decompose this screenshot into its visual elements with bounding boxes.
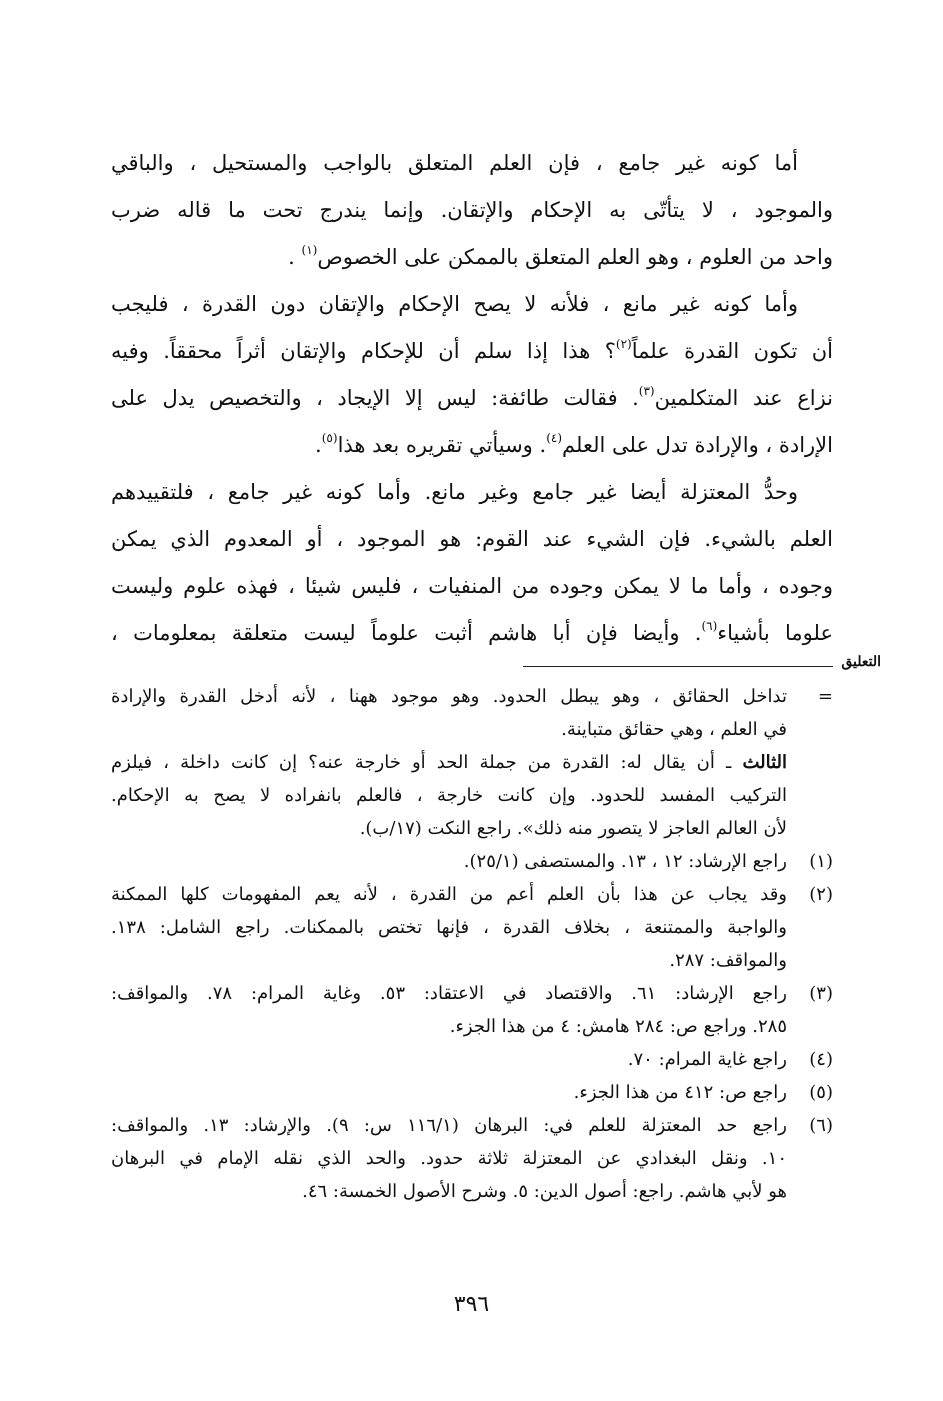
footnote-5 — [111, 1076, 833, 1109]
footnote-ref: (٤) — [546, 431, 563, 445]
third-label: الثالث — [742, 752, 787, 773]
footnote-number: (٦) — [809, 1115, 833, 1136]
footnote-ref: (١) — [301, 243, 318, 257]
paragraph-line: علوما بأشياء$^{(٦)}$. وأيضا فإن أبا هاشم أثبت علوماً ليست متعلقة بمعلومات ، — [111, 619, 833, 645]
footnote-number: (٣) — [809, 983, 833, 1004]
paragraph-line: واحد من العلوم ، وهو العلم المتعلق بالممكن على الخصوص$^{(١)}$ . — [288, 243, 833, 269]
footnote-line: هو لأبي هاشم. راجع: أصول الدين: ٥. وشرح الأصول الخمسة: ٤٦. — [302, 1181, 787, 1202]
footnote-line: والواجبة والممتنعة ، بخلاف القدرة ، فإنها تختص بالممكنات. راجع الشامل: ١٣٨. — [111, 917, 787, 938]
paragraph-line: والموجود ، لا يتأتّى به الإحكام والإتقان. وإنما يندرج تحت ما قاله ضرب — [111, 198, 833, 222]
footnote-number: (١) — [809, 851, 833, 872]
paragraph-line: أما كونه غير جامع ، فإن العلم المتعلق بالواجب والمستحيل ، والباقي — [111, 151, 798, 175]
footnote-line: راجع حد المعتزلة للعلم في: البرهان (١١٦/١ س: ٩). والإرشاد: ١٣. والمواقف: — [111, 1115, 787, 1136]
footnotes — [111, 680, 833, 1208]
footnote-separator — [111, 654, 881, 674]
footnote-line: والمواقف: ٢٨٧. — [669, 950, 787, 971]
footnote-line: راجع غاية المرام: ٧٠. — [627, 1049, 787, 1070]
footnote-line: الثالث ـ أن يقال له: القدرة من جملة الحد أو خارجة عنه؟ إن كانت داخلة ، فيلزم — [111, 752, 787, 773]
paragraph-line: وجوده ، وأما ما لا يمكن وجوده من المنفيات ، فليس شيئا ، فهذه علوم وليست — [111, 574, 833, 598]
footnote-line: التركيب المفسد للحدود. وإن كانت خارجة ، فالعلم بانفراده لا يصح به الإحكام. — [111, 785, 787, 806]
footnote-continuation — [111, 680, 833, 845]
main-text — [111, 140, 833, 657]
footnote-line: راجع الإرشاد: ١٢ ، ١٣. والمستصفى (٢٥/١). — [463, 851, 787, 872]
footnote-number: (٤) — [809, 1049, 833, 1070]
footnote-ref: (٦) — [701, 619, 718, 633]
footnote-line: تداخل الحقائق ، وهو يبطل الحدود. وهو موجود ههنا ، لأنه أدخل القدرة والإرادة — [111, 686, 787, 707]
paragraph-line: وأما كونه غير مانع ، فلأنه لا يصح الإحكام والإتقان دون القدرة ، فليجب — [111, 292, 798, 316]
paragraph-line: العلم بالشيء. فإن الشيء عند القوم: هو الموجود ، أو المعدوم الذي يمكن — [111, 527, 833, 551]
footnote-line: في العلم ، وهي حقائق متباينة. — [561, 719, 787, 740]
footnote-4 — [111, 1043, 833, 1076]
footnote-ref: (٥) — [321, 431, 338, 445]
footnote-number: (٢) — [809, 884, 833, 905]
paragraph-line: الإرادة ، والإرادة تدل على العلم$^{(٤)}$. وسيأتي تقريره بعد هذا$^{(٥)}$. — [315, 431, 833, 457]
footnote-number: (٥) — [809, 1082, 833, 1103]
paragraph-line: وحدُّ المعتزلة أيضا غير جامع وغير مانع. وأما كونه غير جامع ، فلتقييدهم — [111, 480, 798, 504]
separator-rule — [523, 666, 833, 667]
continuation-marker: = — [817, 686, 833, 707]
footnote-ref: (٢) — [615, 337, 632, 351]
footnote-line: راجع الإرشاد: ٦١. والاقتصاد في الاعتقاد: ٥٣. وغاية المرام: ٧٨. والمواقف: — [111, 983, 787, 1004]
footnote-line: ١٠. ونقل البغدادي عن المعتزلة ثلاثة حدود. والحد الذي نقله الإمام في البرهان — [111, 1148, 787, 1169]
footnote-ref: (٣) — [638, 384, 655, 398]
footnote-line: وقد يجاب عن هذا بأن العلم أعم من القدرة ، لأنه يعم المفهومات كلها الممكنة — [111, 884, 787, 905]
footnote-line: راجع ص: ٤١٢ من هذا الجزء. — [573, 1082, 787, 1103]
paragraph-line: أن تكون القدرة علماً$^{(٢)}$؟ هذا إذا سلم أن للإحكام والإتقان أثراً محققاً. وفيه — [111, 337, 833, 363]
footnote-line: ٢٨٥. وراجع ص: ٢٨٤ هامش: ٤ من هذا الجزء. — [449, 1016, 787, 1037]
footnote-line: لأن العالم العاجز لا يتصور منه ذلك». راجع النكت (١٧/ب). — [359, 818, 787, 839]
page-number: ٣٩٦ — [453, 1292, 490, 1317]
footnote-3 — [111, 977, 833, 1043]
footnote-1 — [111, 845, 833, 878]
footnote-6 — [111, 1109, 833, 1208]
footnote-label: التعليق — [841, 654, 881, 670]
footnote-2 — [111, 878, 833, 977]
paragraph-line: نزاع عند المتكلمين$^{(٣)}$. فقالت طائفة: ليس إلا الإيجاد ، والتخصيص يدل على — [111, 384, 833, 410]
